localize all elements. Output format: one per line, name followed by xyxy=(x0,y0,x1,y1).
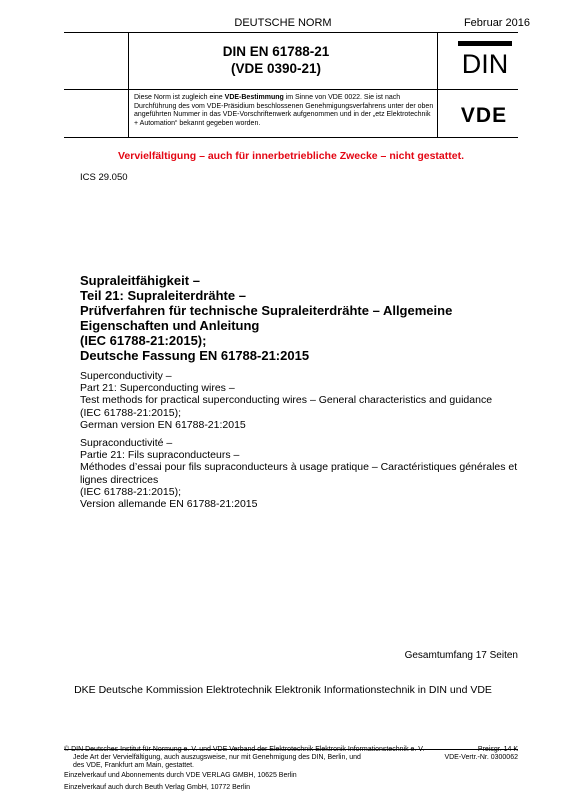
notice-rule xyxy=(64,137,518,138)
title-fr-line: Partie 21: Fils supraconducteurs – xyxy=(80,449,240,462)
title-de-line: Deutsche Fassung EN 61788-21:2015 xyxy=(80,348,310,363)
title-en-line: Test methods for practical superconducting wires – General characteristics and guidance xyxy=(80,394,493,407)
title-fr-line: Version allemande EN 61788-21:2015 xyxy=(80,498,258,511)
vde-logo-icon xyxy=(452,102,516,126)
title-english xyxy=(80,370,520,431)
vde-logo-text: VDE xyxy=(460,104,508,126)
din-logo-text: DIN xyxy=(461,49,509,78)
vde-notice xyxy=(134,94,434,129)
notice-post: im Sinne von VDE 0022. Sie ist nach Durchführung des vom VDE-Präsidium beschlossenen Genehmigungsverfahrens unter der oben angeführten Nummer in das VDE-Vorschriftenwerk aufgenommen und in der „etz Elektrotechnik + Automation“ bekannt gegeben worden. xyxy=(134,94,434,128)
copyright-notice xyxy=(64,746,425,771)
dke-line: DKE Deutsche Kommission Elektrotechnik Elektronik Informationstechnik in DIN und VDE xyxy=(74,684,492,696)
copyright-line: des VDE, Frankfurt am Main, gestattet. xyxy=(73,762,194,770)
title-en-line: Superconductivity – xyxy=(80,370,172,382)
vde-logo xyxy=(452,102,516,126)
title-german xyxy=(80,273,520,363)
title-fr-line: lignes directrices xyxy=(80,473,159,486)
title-de-line: Eigenschaften und Anleitung xyxy=(80,318,260,333)
title-de-line: Supraleitfähigkeit – xyxy=(80,273,200,288)
title-fr-line: Méthodes d’essai pour fils supraconducteurs à usage pratique – Caractéristiques générales et xyxy=(80,461,518,474)
document-number: DIN EN 61788-21 xyxy=(222,44,330,59)
reproduction-warning: Vervielfältigung – auch für innerbetriebliche Zwecke – nicht gestattet. xyxy=(117,150,464,162)
document-title xyxy=(120,43,432,77)
title-en-line: Part 21: Superconducting wires – xyxy=(80,382,235,395)
sales-beuth: Einzelverkauf auch durch Beuth Verlag GmbH, 10772 Berlin xyxy=(64,784,250,791)
title-fr-line: (IEC 61788-21:2015); xyxy=(80,485,181,498)
copyright-line: Jede Art der Vervielfältigung, auch auszugsweise, nur mit Genehmigung des DIN, Berlin, und xyxy=(73,754,361,762)
title-en-line: German version EN 61788-21:2015 xyxy=(80,418,246,431)
box-divider-right xyxy=(437,32,438,137)
din-logo xyxy=(457,40,513,78)
title-de-line: (IEC 61788-21:2015); xyxy=(80,333,207,348)
title-de-line: Prüfverfahren für technische Supraleiterdrähte – Allgemeine xyxy=(80,303,453,318)
notice-bold: VDE-Bestimmung xyxy=(224,94,284,101)
norm-label: DEUTSCHE NORM xyxy=(234,17,332,29)
header-rule xyxy=(64,32,518,33)
publication-date: Februar 2016 xyxy=(463,17,530,29)
vde-number: (VDE 0390-21) xyxy=(230,61,322,76)
page-count: Gesamtumfang 17 Seiten xyxy=(404,650,518,661)
title-fr-line: Supraconductivité – xyxy=(80,437,173,449)
title-french xyxy=(80,437,520,510)
sales-vde: Einzelverkauf und Abonnements durch VDE VERLAG GMBH, 10625 Berlin xyxy=(64,772,297,779)
copyright-line: © DIN Deutsches Institut für Normung e. V. und VDE Verband der Elektrotechnik Elektronik Informationstechnik e. V. xyxy=(64,746,425,753)
vde-vertr-number: VDE-Vertr.-Nr. 0300062 xyxy=(444,754,518,762)
din-logo-icon xyxy=(457,40,513,78)
title-en-line: (IEC 61788-21:2015); xyxy=(80,406,181,419)
price-info xyxy=(444,746,518,762)
price-group: Preisgr. 14 K xyxy=(477,746,518,753)
title-rule xyxy=(64,89,518,90)
title-de-line: Teil 21: Supraleiterdrähte – xyxy=(80,288,246,303)
ics-code: ICS 29.050 xyxy=(80,172,128,183)
notice-pre: Diese Norm ist zugleich eine xyxy=(134,94,225,101)
